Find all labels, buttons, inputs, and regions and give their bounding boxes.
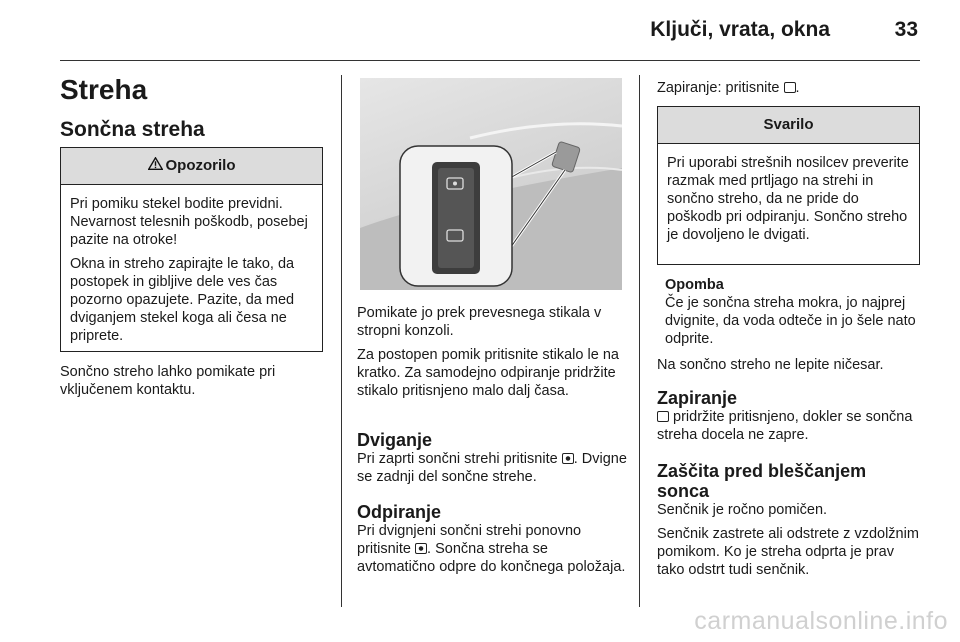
- body-text: Na sončno streho ne lepite ničesar.: [657, 357, 884, 373]
- closing-line: Zapiranje: pritisnite .: [657, 80, 800, 96]
- page-number: 33: [894, 18, 918, 41]
- close-text: pridržite pritisnjeno, dokler se sončna streha docela ne zapre.: [657, 409, 913, 443]
- sunroof-tilt-icon: [415, 543, 427, 554]
- open-heading: Odpiranje: [357, 502, 442, 522]
- column-divider: [639, 75, 640, 607]
- roof-switch-illustration: [360, 78, 622, 290]
- sunroof-close-icon: [657, 411, 669, 422]
- header-rule: [60, 60, 920, 61]
- subsection-heading: Sončna streha: [60, 118, 205, 141]
- caution-title: Svarilo: [658, 107, 919, 144]
- body-text: Za postopen pomik pritisnite stikalo le na kratko. Za samodejno odpiranje pridržite stikalo pritisnjeno malo dalj časa.: [357, 347, 619, 399]
- body-text: Pomikate jo prek prevesnega stikala v stropni konzoli.: [357, 305, 602, 339]
- column-divider: [341, 75, 342, 607]
- warning-box: [60, 147, 323, 352]
- raise-text: Pri zaprti sončni strehi pritisnite . Dvigne se zadnji del sončne strehe.: [357, 451, 627, 485]
- close-heading: Zapiranje: [657, 388, 738, 408]
- raise-heading: Dviganje: [357, 430, 433, 450]
- note-title: Opomba: [665, 277, 724, 293]
- warning-text: Pri pomiku stekel bodite previdni. Nevarnost telesnih poškodb, posebej pazite na otroke!: [70, 196, 308, 248]
- warning-triangle-icon: [148, 148, 163, 184]
- warning-text: Okna in streho zapirajte le tako, da postopek in gibljive dele ves čas pozorno opazujete. Pazite, da med dviganjem stekel koga ali česa ne priprete.: [70, 256, 295, 344]
- body-text: Sončno streho lahko pomikate pri vključenem kontaktu.: [60, 364, 276, 398]
- caution-box: [657, 106, 920, 265]
- body-text: Senčnik je ročno pomičen.: [657, 502, 828, 518]
- section-title: Ključi, vrata, okna: [650, 18, 830, 41]
- caution-text: Pri uporabi strešnih nosilcev preverite razmak med prtljago na strehi in sončno streho, da ne pride do poškodb pri odpiranju. Sončno streho je dovoljeno le dvigati.: [667, 155, 909, 243]
- section-heading: Streha: [60, 74, 148, 105]
- warning-title: Opozorilo: [165, 157, 236, 174]
- sunshade-heading: Zaščita pred bleščanjem sonca: [657, 461, 867, 501]
- body-text: Senčnik zastrete ali odstrete z vzdolžnim pomikom. Ko je streha odprta je prav tako odstrt tudi senčnik.: [657, 526, 919, 578]
- note-text: Če je sončna streha mokra, jo najprej dvignite, da voda odteče in jo šele nato odprite.: [665, 295, 916, 347]
- sunroof-tilt-icon: [562, 453, 574, 464]
- open-text: Pri dvignjeni sončni strehi ponovno pritisnite . Sončna streha se avtomatično odpre do končnega položaja.: [357, 523, 626, 575]
- footer-watermark: carmanualsonline.info: [694, 607, 948, 635]
- warning-header: [61, 148, 322, 185]
- sunroof-close-icon: [784, 82, 796, 93]
